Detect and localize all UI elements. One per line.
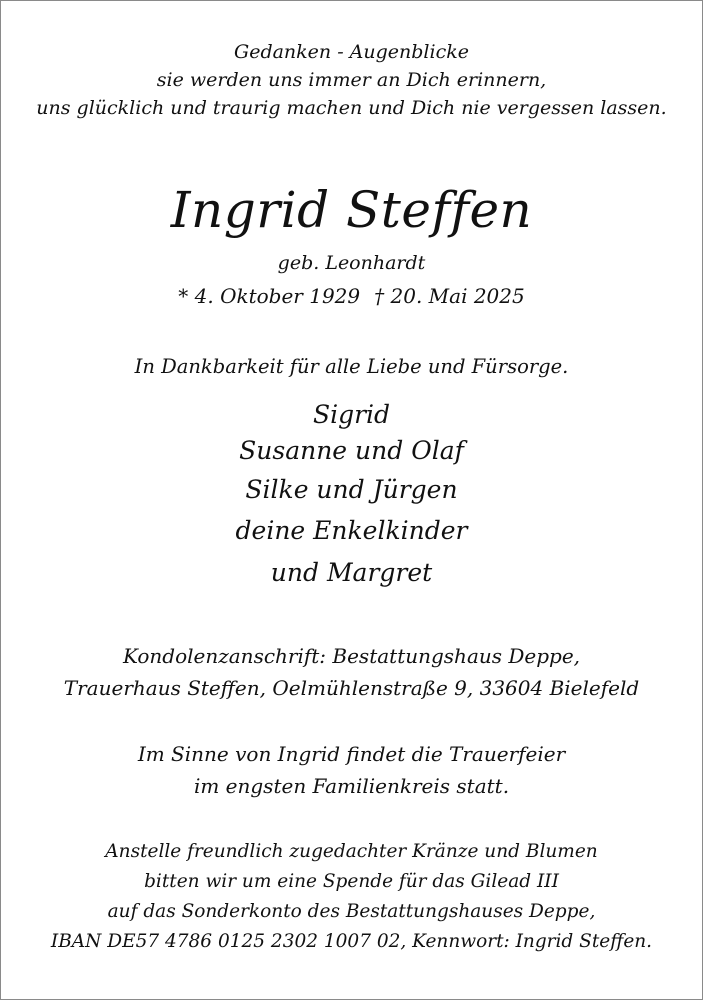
condolence-address-line-1: Kondolenzanschrift: Bestattungshaus Deppe, [122, 644, 581, 668]
funeral-note-line-2: im engsten Familienkreis statt. [193, 774, 510, 798]
condolence-address-line-2: Trauerhaus Steffen, Oelmühlenstraße 9, 33604 Bielefeld [63, 676, 640, 700]
donation-note-line-4: IBAN DE57 4786 0125 2302 1007 02, Kennwort: Ingrid Steffen. [50, 931, 653, 952]
gratitude-line: In Dankbarkeit für alle Liebe und Fürsorge. [134, 355, 569, 378]
donation-note-line-2: bitten wir um eine Spende für das Gilead III [144, 871, 559, 892]
birth-date: * 4. Oktober 1929 [178, 284, 361, 308]
life-dates [1, 286, 702, 306]
donation-note-line-1: Anstelle freundlich zugedachter Kränze und Blumen [105, 841, 598, 862]
funeral-note-line-1: Im Sinne von Ingrid findet die Trauerfeier [137, 742, 566, 766]
quote-line-2: sie werden uns immer an Dich erinnern, [156, 69, 547, 91]
mourner-2: Susanne und Olaf [239, 436, 464, 465]
quote-line-3: uns glücklich und traurig machen und Dich nie vergessen lassen. [36, 97, 667, 119]
death-date: † 20. Mai 2025 [374, 284, 525, 308]
quote-line-1: Gedanken - Augenblicke [234, 41, 469, 63]
donation-note-line-3: auf das Sonderkonto des Bestattungshauses Deppe, [107, 901, 596, 922]
birth-name: geb. Leonhardt [277, 252, 426, 274]
mourner-1: Sigrid [312, 400, 391, 429]
mourner-3: Silke und Jürgen [245, 475, 458, 504]
mourner-5: und Margret [270, 558, 433, 587]
mourner-4: deine Enkelkinder [235, 516, 468, 545]
deceased-name: Ingrid Steffen [170, 181, 533, 239]
